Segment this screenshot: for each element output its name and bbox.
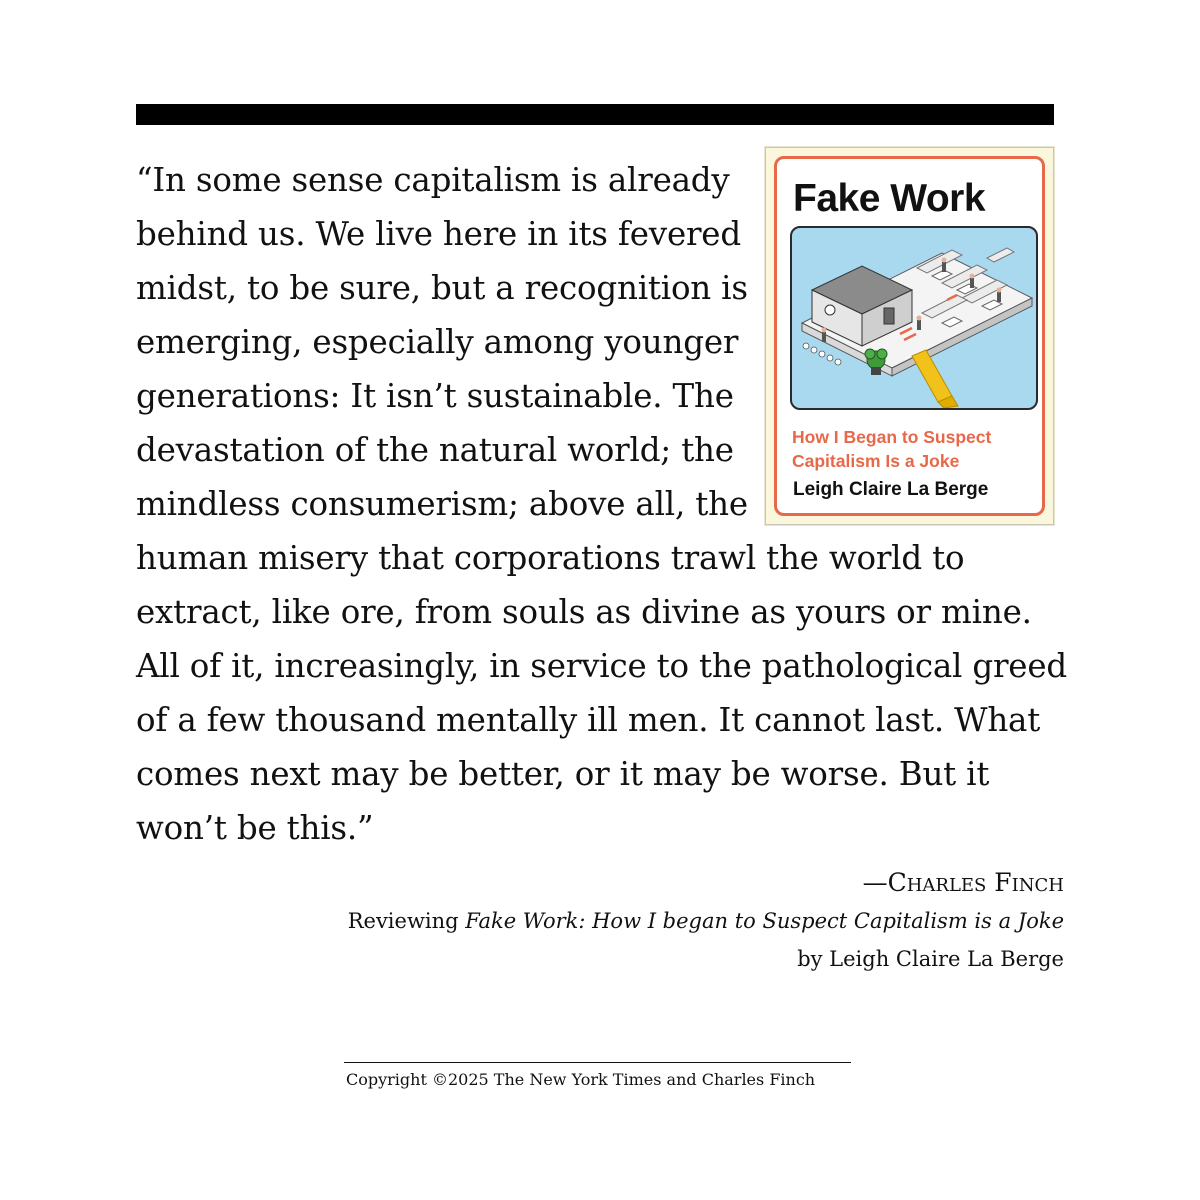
book-cover-subtitle [792,425,991,473]
quote-line: midst, to be sure, but a recognition is [136,269,748,307]
copyright-notice: Copyright ©2025 The New York Times and Charles Finch [346,1070,816,1089]
reviewer-name: —Charles Finch [862,868,1064,897]
office-isometric-illustration [792,228,1036,408]
quote-line: mindless consumerism; above all, the [136,485,748,523]
reviewing-line [348,902,1064,940]
book-cover-author: Leigh Claire La Berge [793,479,989,500]
quote-line: human misery that corporations trawl the world to [136,539,965,577]
book-cover-subtitle-line: How I Began to Suspect [792,427,992,447]
quote-line: won’t be this.” [136,809,374,847]
quote-line: emerging, especially among younger [136,323,739,361]
attribution [348,864,1064,978]
book-cover-title: Fake Work [793,177,986,220]
quote-line: All of it, increasingly, in service to the pathological greed [136,647,1067,685]
book-cover-subtitle-line: Capitalism Is a Joke [792,451,960,471]
reviewing-prefix: Reviewing [347,909,466,933]
reviewed-book-title: Fake Work: How I began to Suspect Capitalism is a Joke [465,909,1064,933]
book-cover-illustration [790,226,1038,410]
book-cover [765,147,1054,525]
quote-line: behind us. We live here in its fevered [136,215,741,253]
copyright-rule [344,1062,851,1063]
reviewed-book-author: by Leigh Claire La Berge [797,947,1064,971]
quote-line: generations: It isn’t sustainable. The [136,377,734,415]
quote-line: “In some sense capitalism is already [136,161,730,199]
quote-line: comes next may be better, or it may be worse. But it [136,755,990,793]
quote-line: devastation of the natural world; the [136,431,734,469]
top-rule [136,104,1054,125]
quote-line: extract, like ore, from souls as divine as yours or mine. [136,593,1032,631]
quote-line: of a few thousand mentally ill men. It cannot last. What [136,701,1041,739]
book-cover-frame [774,156,1045,516]
